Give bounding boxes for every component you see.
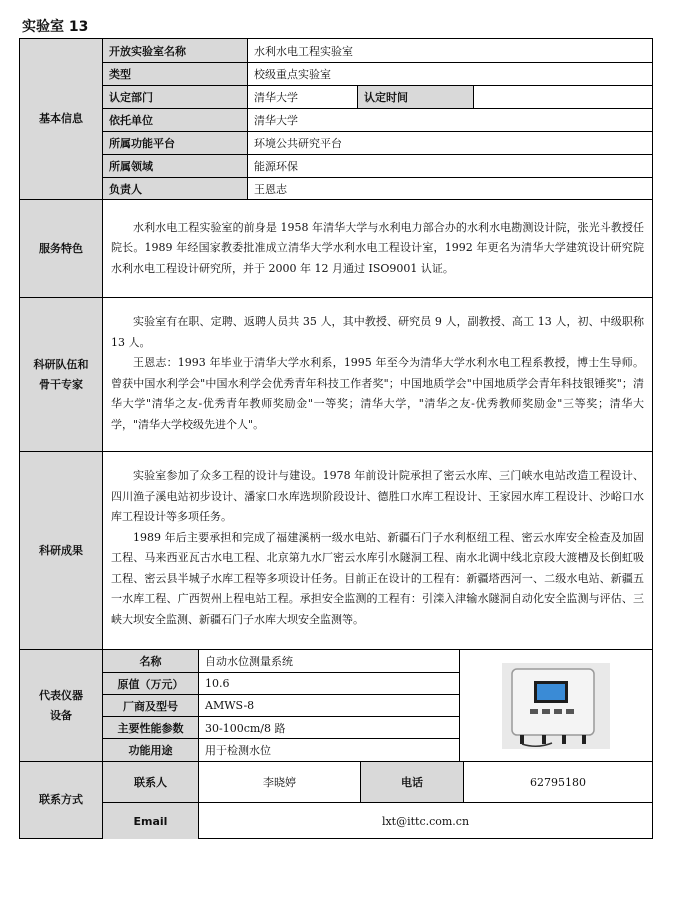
contact-label: 联系方式 xyxy=(20,762,103,838)
basic-info-label: 基本信息 xyxy=(20,39,103,199)
contact-person-key: 联系人 xyxy=(103,762,198,802)
table-row xyxy=(103,762,652,802)
page-title: 实验室 13 xyxy=(22,19,89,35)
field-key: 主要性能参数 xyxy=(103,717,198,738)
field-value: 自动水位测量系统 xyxy=(198,650,459,672)
table-row xyxy=(103,85,652,108)
instrument-section xyxy=(19,649,653,762)
team-label xyxy=(20,298,103,451)
table-row xyxy=(103,154,652,177)
field-value: 水利水电工程实验室 xyxy=(247,39,652,62)
instrument-label xyxy=(20,650,103,761)
basic-info-section xyxy=(19,38,653,200)
field-value: 环境公共研究平台 xyxy=(247,132,652,154)
field-key: 原值（万元） xyxy=(103,673,198,694)
field-value: AMWS-8 xyxy=(198,695,459,716)
team-label-line2: 骨干专家 xyxy=(39,377,83,391)
results-para-2: 1989 年后主要承担和完成了福建溪柄一级水电站、新疆石门子水利枢纽工程、密云水库安全检查及加固工程、马来西亚瓦古水电工程、北京第九水厂密云水库引水隧洞工程、南水北调中线北京段大渡槽及长倒虹吸工程、密云县半城子水库工程等多项设计任务。目前正在设计的工程有：新疆塔西河一、二级水电站、新疆五一水库工程、广西贺州上程电站工程。承担安全监测的工程有：引滦入津输水隧洞自动化安全监测与评估、三峡大坝安全监测、新疆石门子水库大坝安全监测等。 xyxy=(111,530,644,626)
results-para-1: 实验室参加了众多工程的设计与建设。1978 年前设计院承担了密云水库、三门峡水电站改造工程设计、四川渔子溪电站初步设计、潘家口水库选坝阶段设计、德胜口水库工程设计、王家园水库工程设计、沙峪口水库工程设计等多项任务。 xyxy=(111,469,644,523)
service-section xyxy=(19,199,653,298)
field-key: 认定时间 xyxy=(357,86,473,108)
field-value xyxy=(473,86,652,108)
table-row xyxy=(103,738,459,761)
field-value: 清华大学 xyxy=(247,109,652,131)
instrument-photo-cell xyxy=(459,650,652,761)
table-row xyxy=(103,802,652,839)
instrument-photo-icon xyxy=(502,663,610,749)
field-value: 30-100cm/8 路 xyxy=(198,717,459,738)
table-row xyxy=(103,39,652,62)
contact-phone-value: 62795180 xyxy=(463,762,652,802)
team-para-2: 王恩志：1993 年毕业于清华大学水利系，1995 年至今为清华大学水利水电工程系教授，博士生导师。曾获中国水利学会"中国水利学会优秀青年科技工作者奖"；中国地质学会"中国地质学会青年科技银锤奖"；清华大学"清华之友-优秀青年教师奖励金"一等奖；清华大学，"清华之友-优秀教师奖励金"三等奖；清华大学，"清华大学校级先进个人"。 xyxy=(111,356,644,431)
table-row xyxy=(103,131,652,154)
field-key: 功能用途 xyxy=(103,739,198,761)
table-row xyxy=(103,672,459,694)
service-label: 服务特色 xyxy=(20,200,103,297)
contact-section xyxy=(19,761,653,839)
field-key: 依托单位 xyxy=(103,109,247,131)
service-text: 水利水电工程实验室的前身是 1958 年清华大学与水利电力部合办的水利水电勘测设计院，张光斗教授任院长。1989 年经国家教委批准成立清华大学水利水电工程设计室，1992 年更名为清华大学建筑设计研究院水利水电工程设计研究所，并于 2000 年 12 月通过 ISO9001 认证。 xyxy=(111,220,644,275)
table-row xyxy=(103,694,459,716)
results-section xyxy=(19,451,653,650)
field-key: 厂商及型号 xyxy=(103,695,198,716)
field-key: 负责人 xyxy=(103,178,247,200)
table-row xyxy=(103,177,652,200)
field-value: 校级重点实验室 xyxy=(247,63,652,85)
instrument-label-line1: 代表仪器 xyxy=(39,688,83,702)
table-row xyxy=(103,108,652,131)
instrument-label-line2: 设备 xyxy=(50,708,72,722)
table-row xyxy=(103,650,459,672)
contact-phone-key: 电话 xyxy=(360,762,463,802)
field-value: 清华大学 xyxy=(247,86,357,108)
field-value: 用于检测水位 xyxy=(198,739,459,761)
table-row xyxy=(103,62,652,85)
field-value: 10.6 xyxy=(198,673,459,694)
contact-email-value[interactable]: lxt@ittc.com.cn xyxy=(198,803,652,839)
results-label: 科研成果 xyxy=(20,452,103,649)
field-key: 所属功能平台 xyxy=(103,132,247,154)
contact-person-value: 李晓婷 xyxy=(198,762,360,802)
field-key: 开放实验室名称 xyxy=(103,39,247,62)
field-value: 能源环保 xyxy=(247,155,652,177)
field-key: 所属领域 xyxy=(103,155,247,177)
contact-email-key: Email xyxy=(103,803,198,839)
field-key: 名称 xyxy=(103,650,198,672)
team-para-1: 实验室有在职、定聘、返聘人员共 35 人，其中教授、研究员 9 人，副教授、高工 13 人，初、中级职称 13 人。 xyxy=(111,315,644,349)
field-key: 类型 xyxy=(103,63,247,85)
team-label-line1: 科研队伍和 xyxy=(33,357,89,371)
team-section xyxy=(19,297,653,452)
field-value: 王恩志 xyxy=(247,178,652,200)
field-key: 认定部门 xyxy=(103,86,247,108)
table-row xyxy=(103,716,459,738)
